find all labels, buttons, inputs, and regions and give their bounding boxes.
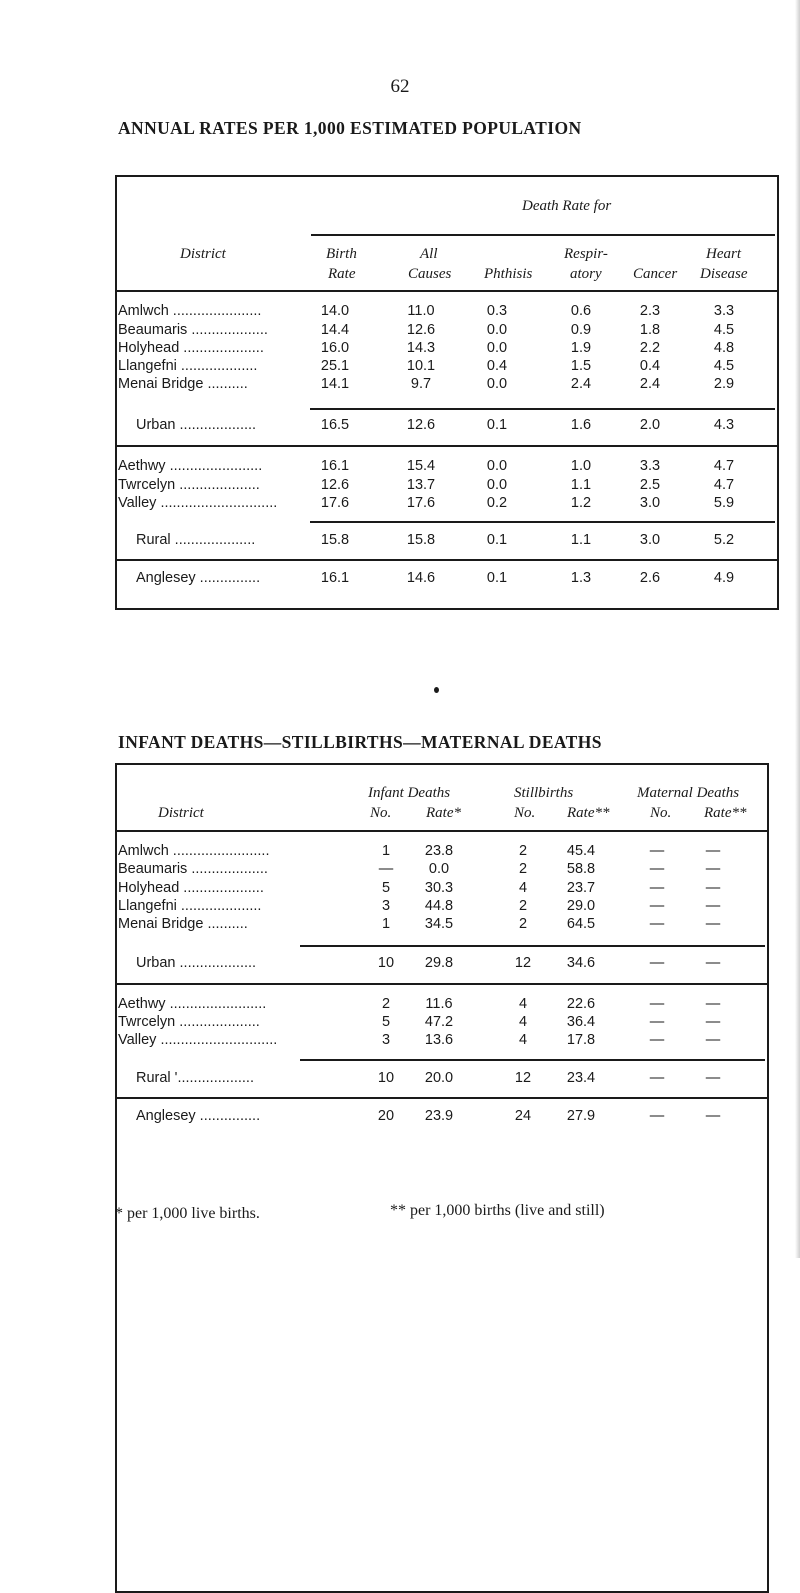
district-label: Llangefni .................... [118, 898, 262, 914]
table-cell: — [705, 1032, 721, 1048]
table-cell: 12.6 [406, 417, 436, 433]
table1-header-cancer: Cancer [633, 266, 678, 282]
table2-header-still-no: No. [514, 805, 536, 821]
table-cell: 23.9 [424, 1108, 454, 1124]
district-label: Anglesey ............... [136, 570, 261, 586]
table-cell: 30.3 [424, 880, 454, 896]
district-label: Amlwch ........................ [118, 843, 270, 859]
table-cell: — [649, 1032, 665, 1048]
district-label: Rural .................... [136, 532, 256, 548]
district-label: Aethwy ........................ [118, 996, 267, 1012]
table2-rule-rural-bottom [115, 1097, 767, 1099]
table-cell: 4.9 [713, 570, 735, 586]
table-cell: 11.6 [425, 996, 453, 1012]
table-cell: 14.3 [406, 340, 436, 356]
district-label: Holyhead .................... [118, 340, 264, 356]
table-cell: 16.1 [320, 458, 350, 474]
table-cell: 10 [377, 955, 395, 971]
table1-group-rule [311, 234, 775, 236]
table-cell: 23.7 [566, 880, 596, 896]
table2-header-still-rate: Rate** [567, 805, 610, 821]
district-label: Beaumaris ................... [118, 861, 268, 877]
table-cell: 9.7 [410, 376, 432, 392]
table-cell: 14.0 [320, 303, 350, 319]
table2-rule-urban-bottom [115, 983, 767, 985]
table-cell: 5.9 [713, 495, 735, 511]
table-cell: 0.1 [486, 417, 508, 433]
table-cell: 5.2 [713, 532, 735, 548]
table1-header-heart-1: Heart [706, 246, 741, 262]
table1-header-resp-2: atory [570, 266, 602, 282]
table1-header-phthisis: Phthisis [484, 266, 533, 282]
table-cell: — [705, 916, 721, 932]
table-cell: 14.1 [320, 376, 350, 392]
table-cell: 27.9 [566, 1108, 596, 1124]
footnote-live-births: * per 1,000 live births. [115, 1205, 260, 1222]
table2-rule-urban-top [300, 945, 765, 947]
table-cell: 0.0 [428, 861, 450, 877]
table2-header-maternal-no: No. [650, 805, 672, 821]
table-cell: 1.2 [570, 495, 592, 511]
table-cell: 58.8 [566, 861, 596, 877]
table-cell: 24 [514, 1108, 532, 1124]
table-cell: 2 [381, 996, 391, 1012]
table-cell: — [649, 1070, 665, 1086]
table2-header-still: Stillbirths [514, 785, 574, 801]
table-cell: 2.2 [639, 340, 661, 356]
table-cell: 12.6 [406, 322, 436, 338]
table-cell: 2 [518, 916, 528, 932]
table2-header-infant-rate: Rate* [426, 805, 461, 821]
table-cell: 16.5 [320, 417, 350, 433]
table1-header-heart-2: Disease [700, 266, 748, 282]
table1-header-all-2: Causes [408, 266, 452, 282]
district-label: Urban ................... [136, 955, 257, 971]
table-cell: 4 [518, 1032, 528, 1048]
table-cell: 29.0 [566, 898, 596, 914]
table-cell: 2 [518, 861, 528, 877]
table-cell: 17.6 [406, 495, 436, 511]
table-cell: — [649, 955, 665, 971]
table-cell: 1.9 [570, 340, 592, 356]
table-cell: 2.4 [639, 376, 661, 392]
table-cell: — [649, 1014, 665, 1030]
table-cell: 3.3 [639, 458, 661, 474]
table-cell: 64.5 [566, 916, 596, 932]
district-label: Menai Bridge .......... [118, 376, 248, 392]
district-label: Twrcelyn .................... [118, 1014, 260, 1030]
table-cell: 4.7 [713, 477, 735, 493]
table-cell: 12 [514, 1070, 532, 1086]
table-cell: — [649, 1108, 665, 1124]
table-cell: — [705, 843, 721, 859]
table-cell: 0.4 [639, 358, 661, 374]
table-cell: — [649, 996, 665, 1012]
table-cell: — [705, 1014, 721, 1030]
district-label: Menai Bridge .......... [118, 916, 248, 932]
table-cell: 2 [518, 898, 528, 914]
table-cell: — [649, 880, 665, 896]
table-cell: 11.0 [407, 303, 435, 319]
table-cell: 4.5 [713, 358, 735, 374]
table-cell: 2.3 [639, 303, 661, 319]
table-cell: 44.8 [424, 898, 454, 914]
table-cell: 5 [381, 880, 391, 896]
table-cell: 4.3 [713, 417, 735, 433]
table-cell: 10 [377, 1070, 395, 1086]
table-cell: 36.4 [566, 1014, 596, 1030]
table-cell: 2.4 [570, 376, 592, 392]
table2-header-maternal-rate: Rate** [704, 805, 747, 821]
table-cell: 0.0 [486, 340, 508, 356]
table-cell: 2 [518, 843, 528, 859]
table-cell: 17.8 [566, 1032, 596, 1048]
table-cell: — [705, 1108, 721, 1124]
table-cell: 3 [381, 1032, 391, 1048]
table-cell: 2.0 [639, 417, 661, 433]
table1-title: ANNUAL RATES PER 1,000 ESTIMATED POPULATION [118, 118, 582, 138]
table1-rule-urban-top [310, 408, 775, 410]
table-cell: — [378, 861, 394, 877]
table2-header-district: District [158, 805, 204, 821]
table-cell: 1.1 [570, 532, 592, 548]
table-cell: 0.1 [486, 570, 508, 586]
table-cell: 13.6 [424, 1032, 454, 1048]
table-cell: — [649, 898, 665, 914]
table-cell: 20 [377, 1108, 395, 1124]
table-cell: 1.1 [570, 477, 592, 493]
table2-header-maternal: Maternal Deaths [637, 785, 740, 801]
table-cell: 2.5 [639, 477, 661, 493]
table-cell: — [705, 955, 721, 971]
table-cell: 34.5 [424, 916, 454, 932]
table-cell: — [649, 916, 665, 932]
table-cell: — [649, 861, 665, 877]
table-cell: 10.1 [406, 358, 436, 374]
table-cell: 0.0 [486, 322, 508, 338]
table-cell: — [705, 1070, 721, 1086]
table-cell: 15.8 [320, 532, 350, 548]
table1-group-header: Death Rate for [522, 198, 612, 214]
table-cell: 4.7 [713, 458, 735, 474]
district-label: Amlwch ...................... [118, 303, 262, 319]
district-label: Holyhead .................... [118, 880, 264, 896]
table-cell: 0.6 [570, 303, 592, 319]
table-cell: 3.0 [639, 532, 661, 548]
table-cell: 3.0 [639, 495, 661, 511]
table-cell: 1.3 [570, 570, 592, 586]
table-cell: 12 [514, 955, 532, 971]
table1-header-birth-1: Birth [326, 246, 357, 262]
table-cell: 15.4 [406, 458, 436, 474]
table-cell: — [705, 880, 721, 896]
district-label: Beaumaris ................... [118, 322, 268, 338]
table-cell: 4 [518, 996, 528, 1012]
table-cell: 0.3 [486, 303, 508, 319]
table-cell: 1 [381, 916, 391, 932]
table-cell: 0.0 [486, 376, 508, 392]
table-cell: — [705, 898, 721, 914]
table1-rule-rural-bottom [115, 559, 777, 561]
district-label: Aethwy ....................... [118, 458, 263, 474]
table1-rule-rural-top [310, 521, 775, 523]
district-label: Valley ............................. [118, 495, 278, 511]
district-label: Urban ................... [136, 417, 257, 433]
table-cell: 15.8 [406, 532, 436, 548]
table1-rule-urban-bottom [115, 445, 777, 447]
table-cell: 23.4 [566, 1070, 596, 1086]
table2-header-infant-no: No. [370, 805, 392, 821]
table2-rule-rural-top [300, 1059, 765, 1061]
table1-header-resp-1: Respir- [564, 246, 608, 262]
table2-header-infant: Infant Deaths [368, 785, 451, 801]
table-cell: — [705, 861, 721, 877]
district-label: Rural '................... [136, 1070, 254, 1086]
table-cell: 45.4 [566, 843, 596, 859]
table-cell: 1.8 [639, 322, 661, 338]
page-number: 62 [390, 76, 410, 97]
table1-header-all-1: All [420, 246, 438, 262]
table1-header-district: District [180, 246, 226, 262]
bullet-mark [434, 687, 439, 693]
table2-header-rule [115, 830, 767, 832]
table-cell: 4 [518, 880, 528, 896]
table-cell: 1 [381, 843, 391, 859]
table-cell: 13.7 [406, 477, 436, 493]
table-cell: 4.5 [713, 322, 735, 338]
table-cell: 47.2 [424, 1014, 454, 1030]
district-label: Twrcelyn .................... [118, 477, 260, 493]
table-cell: 1.6 [570, 417, 592, 433]
table-cell: 3 [381, 898, 391, 914]
table-cell: 17.6 [320, 495, 350, 511]
table-cell: 14.6 [406, 570, 436, 586]
table2-title: INFANT DEATHS—STILLBIRTHS—MATERNAL DEATHS [118, 732, 602, 752]
table-cell: 3.3 [713, 303, 735, 319]
table1-header-birth-2: Rate [328, 266, 356, 282]
scan-edge [795, 0, 800, 1258]
table-cell: 1.5 [570, 358, 592, 374]
table-cell: 34.6 [566, 955, 596, 971]
table-cell: 5 [381, 1014, 391, 1030]
table-cell: 1.0 [570, 458, 592, 474]
table-cell: 2.6 [639, 570, 661, 586]
table-cell: 0.1 [486, 532, 508, 548]
table-cell: — [705, 996, 721, 1012]
table-cell: 4.8 [713, 340, 735, 356]
footnote-all-births: ** per 1,000 births (live and still) [390, 1202, 605, 1219]
table-cell: 29.8 [424, 955, 454, 971]
district-label: Anglesey ............... [136, 1108, 261, 1124]
table-cell: 0.9 [570, 322, 592, 338]
table-cell: 12.6 [320, 477, 350, 493]
table-cell: 23.8 [424, 843, 454, 859]
table-cell: 16.0 [320, 340, 350, 356]
table-cell: 4 [518, 1014, 528, 1030]
table-cell: 0.2 [486, 495, 508, 511]
table-cell: 0.4 [486, 358, 508, 374]
table-cell: 22.6 [566, 996, 596, 1012]
table-cell: 16.1 [320, 570, 350, 586]
table-cell: 20.0 [424, 1070, 454, 1086]
district-label: Valley ............................. [118, 1032, 278, 1048]
district-label: Llangefni ................... [118, 358, 258, 374]
table1-header-rule [115, 290, 777, 292]
table-cell: 25.1 [320, 358, 350, 374]
table-cell: 0.0 [486, 458, 508, 474]
table-cell: 0.0 [486, 477, 508, 493]
table-cell: — [649, 843, 665, 859]
table-cell: 2.9 [713, 376, 735, 392]
table-cell: 14.4 [320, 322, 350, 338]
